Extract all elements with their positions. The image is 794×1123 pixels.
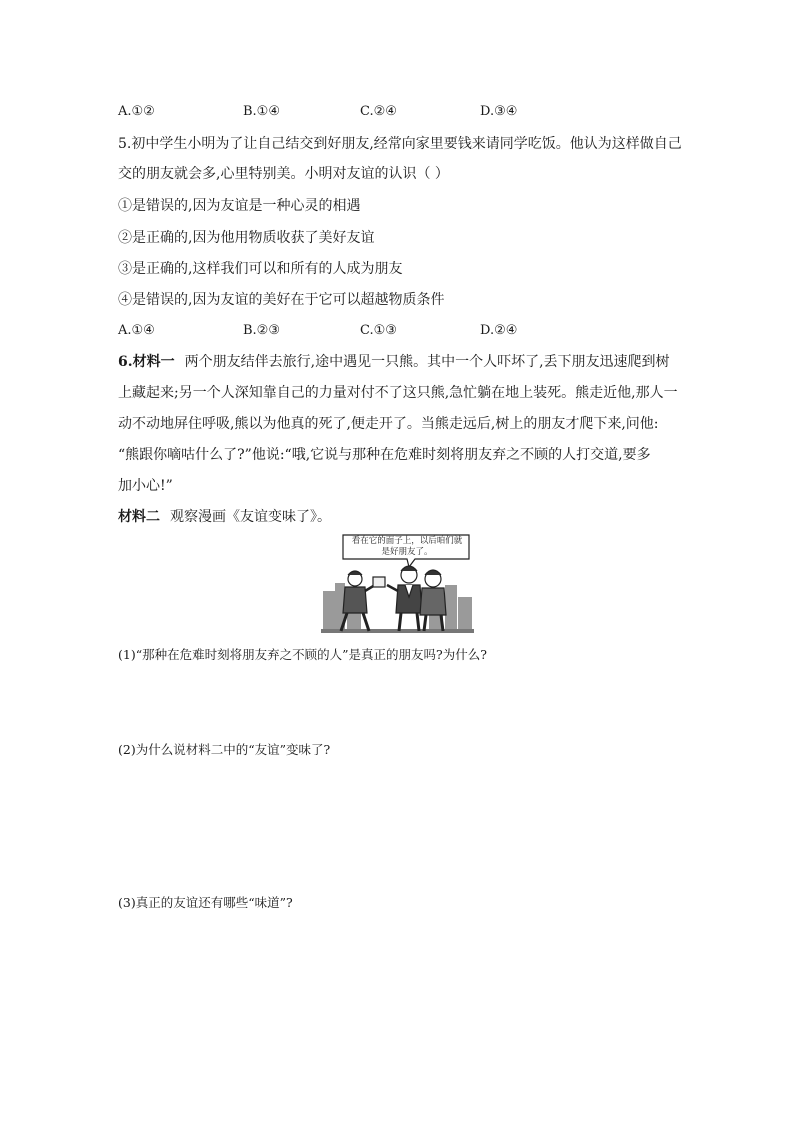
- q6-material1-line-1: [118, 352, 670, 372]
- q6-material1-line-5: 加小心!”: [118, 478, 173, 494]
- q5-option-b: B.②③: [243, 323, 280, 338]
- material2-label: 材料二: [118, 509, 160, 525]
- q6-subquestion-3: (3)真正的友谊还有哪些“味道”?: [118, 895, 293, 910]
- material1-label: 材料一: [132, 354, 175, 370]
- q5-option-a: A.①④: [118, 323, 155, 338]
- q6-number: 6.: [118, 354, 133, 370]
- q5-option-c: C.①③: [360, 323, 397, 338]
- q6-subquestion-1: (1)“那种在危难时刻将朋友弃之不顾的人”是真正的朋友吗?为什么?: [118, 647, 487, 662]
- q5-item-4: ④是错误的,因为友谊的美好在于它可以超越物质条件: [118, 292, 445, 308]
- person-middle-icon: [387, 566, 422, 631]
- q5-stem-line-1: 5.初中学生小明为了让自己结交到好朋友,经常向家里要钱来请同学吃饭。他认为这样做自己: [118, 136, 682, 152]
- q6-material2-line: [118, 507, 331, 527]
- q5-stem-line-2: 交的朋友就会多,心里特别美。小明对友谊的认识（ ）: [118, 166, 449, 182]
- q4-option-c: C.②④: [360, 104, 397, 119]
- material1-text-1: 两个朋友结伴去旅行,途中遇见一只熊。其中一个人吓坏了,丢下朋友迅速爬到树: [184, 354, 670, 370]
- q5-item-3: ③是正确的,这样我们可以和所有的人成为朋友: [118, 261, 403, 277]
- q5-item-2: ②是正确的,因为他用物质收获了美好友谊: [118, 230, 375, 246]
- q4-option-d: D.③④: [480, 104, 518, 119]
- q5-option-d: D.②④: [480, 323, 518, 338]
- q6-subquestion-2: (2)为什么说材料二中的“友谊”变味了?: [118, 742, 331, 757]
- q6-material1-line-4: “熊跟你嘀咕什么了?”他说:“哦,它说与那种在危难时刻将朋友弃之不顾的人打交道,要多: [118, 447, 651, 463]
- q4-option-b: B.①④: [243, 104, 280, 119]
- q5-item-1: ①是错误的,因为友谊是一种心灵的相遇: [118, 198, 361, 214]
- q4-option-a: A.①②: [118, 104, 155, 119]
- q6-material1-line-3: 动不动地屏住呼吸,熊以为他真的死了,便走开了。当熊走远后,树上的朋友才爬下来,问他:: [118, 416, 659, 432]
- cartoon-speech-text: 看在它的面子上，以后咱们就是好朋友了。: [351, 536, 463, 557]
- material2-text: 观察漫画《友谊变味了》。: [170, 509, 331, 525]
- q6-material1-line-2: 上藏起来;另一个人深知靠自己的力量对付不了这只熊,急忙躺在地上装死。熊走近他,那人一: [118, 385, 678, 401]
